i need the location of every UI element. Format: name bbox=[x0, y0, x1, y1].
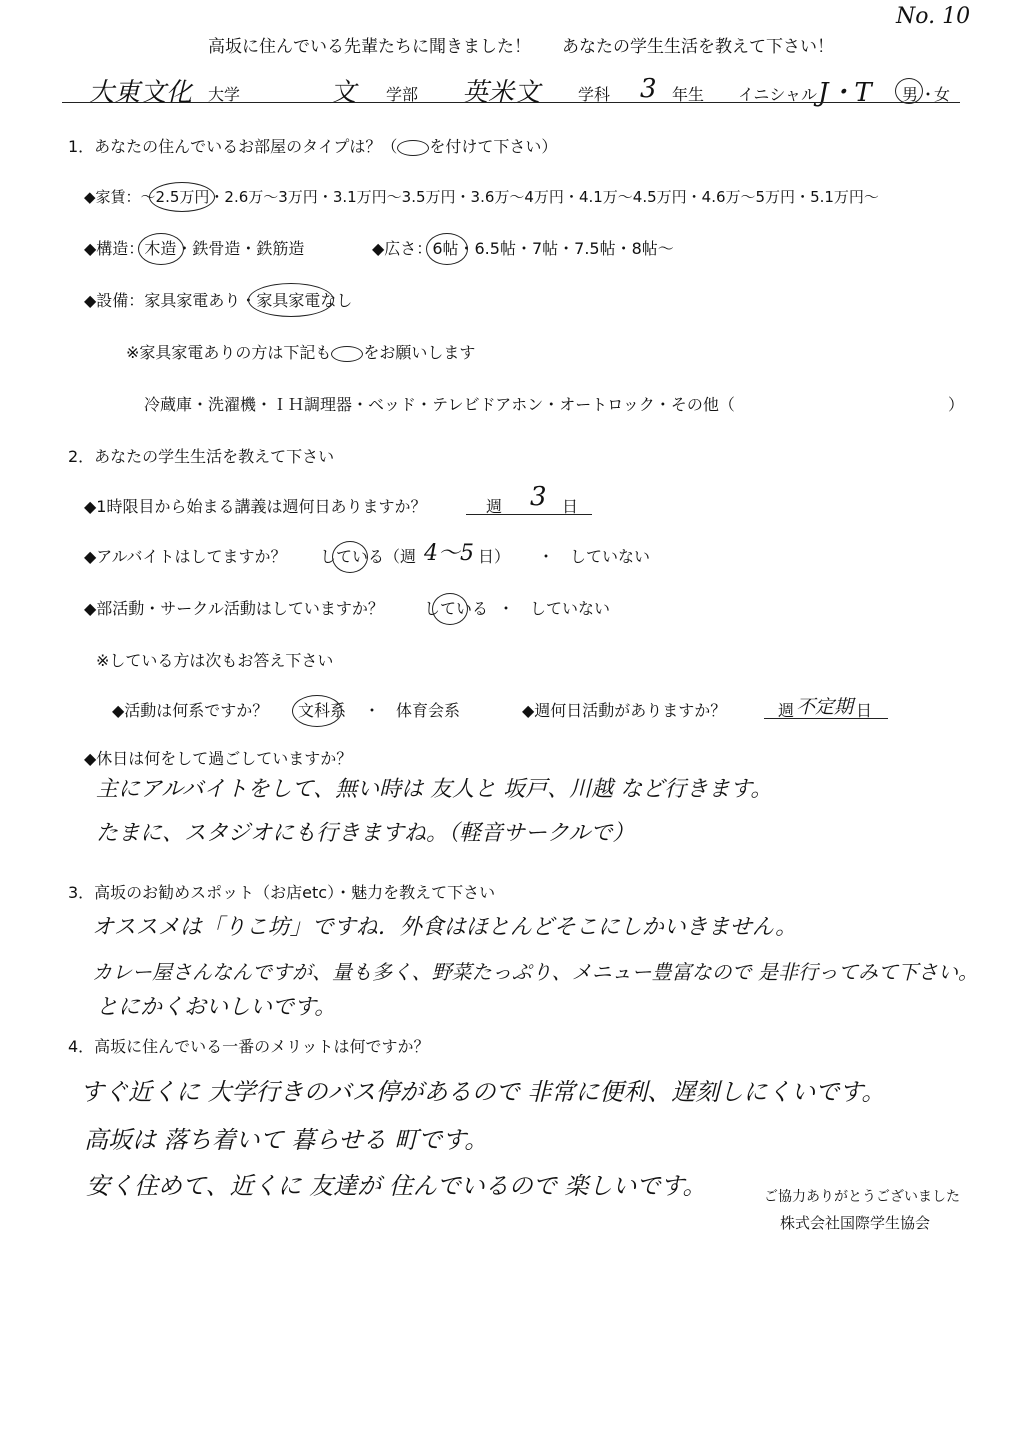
gender-male: 男 bbox=[902, 85, 919, 104]
equipment-row bbox=[84, 288, 352, 311]
club-question: ◆部活動・サークル活動はしていますか？ bbox=[84, 599, 384, 618]
q4-answer-line3: 安く住めて、近くに 友達が 住んでいるので 楽しいです。 bbox=[86, 1172, 707, 1200]
size-option: ・7帖 bbox=[515, 239, 559, 258]
university-value: 大東文化 bbox=[88, 78, 193, 108]
equipment-separator: ・ bbox=[240, 291, 257, 310]
size-option-selected: 6帖 bbox=[432, 239, 458, 258]
parttime-no: ・ していない bbox=[538, 547, 651, 566]
parttime-selected-circle bbox=[332, 541, 368, 573]
equipment-option-tail: なし bbox=[320, 291, 353, 310]
oval-mark-icon bbox=[331, 346, 363, 362]
first-period-question: ◆1時限目から始まる講義は週何日ありますか？ bbox=[84, 497, 427, 516]
holiday-question: ◆休日は何をして過ごしていますか？ bbox=[84, 749, 353, 768]
rent-option-selected: ～2.5万円 bbox=[141, 188, 210, 206]
q3-answer-line2: カレー屋さんなんですが、量も多く、野菜たっぷり、メニュー豊富なので 是非行ってみて下さい。 bbox=[92, 960, 978, 984]
university-label: 大学 bbox=[208, 85, 241, 104]
footer-thanks: ご協力ありがとうございました bbox=[764, 1189, 960, 1205]
faculty-label: 学部 bbox=[386, 85, 419, 104]
appliance-note-suffix: をお願いします bbox=[363, 343, 476, 362]
oval-mark-icon bbox=[397, 140, 429, 156]
initial-value: J・T bbox=[818, 78, 872, 108]
initial-label: イニシャル bbox=[738, 85, 818, 104]
q1-heading-tail: を付けて下さい） bbox=[429, 137, 558, 156]
q3-answer-line1: オススメは「りこ坊」ですね．外食はほとんどそこにしかいきません。 bbox=[92, 915, 798, 940]
club-type-selected: 文科系 bbox=[298, 701, 346, 720]
club-type-a bbox=[298, 698, 346, 721]
structure-label: ◆構造： bbox=[84, 239, 145, 258]
rent-label: ◆家賃： bbox=[84, 188, 141, 206]
structure-option: ・鉄筋造 bbox=[240, 239, 305, 258]
year-label: 年生 bbox=[672, 85, 705, 104]
form-number: No. 10 bbox=[896, 4, 971, 29]
rent-row bbox=[84, 186, 879, 207]
year-value: 3 bbox=[640, 74, 657, 104]
club-type-selected-circle bbox=[292, 695, 342, 727]
club-days-underline bbox=[764, 718, 888, 719]
club-yes-selected: している bbox=[424, 599, 488, 618]
equipment-option-selected: 家具家電 bbox=[256, 291, 320, 310]
gender-female: 女 bbox=[934, 85, 951, 104]
footer-company: 株式会社国際学生協会 bbox=[780, 1214, 931, 1232]
rent-option: ・3.1万円～3.5万円 bbox=[317, 188, 456, 206]
club-yes bbox=[424, 596, 488, 619]
parttime-yes bbox=[320, 544, 416, 567]
q3-answer-line3: とにかくおいしいです。 bbox=[96, 995, 337, 1020]
club-no: ・ していない bbox=[498, 599, 611, 618]
first-period-prefix: 週 bbox=[486, 497, 503, 516]
appliance-note bbox=[126, 340, 475, 363]
first-period-suffix: 日 bbox=[562, 497, 579, 516]
holiday-answer-line1: 主にアルバイトをして、無い時は 友人と 坂戸、川越 など行きます。 bbox=[96, 777, 773, 802]
q4-answer-line2: 高坂は 落ち着いて 暮らせる 町です。 bbox=[84, 1126, 489, 1154]
club-days-suffix: 日 bbox=[856, 701, 873, 720]
q2-heading: 2．あなたの学生生活を教えて下さい bbox=[68, 447, 335, 466]
gender-separator: ・ bbox=[920, 85, 937, 104]
club-days-prefix: 週 bbox=[778, 701, 795, 720]
size-selected-circle bbox=[426, 233, 468, 265]
rent-option: ・3.6万～4万円 bbox=[455, 188, 564, 206]
parttime-close: 日） bbox=[478, 547, 511, 566]
structure-row bbox=[84, 236, 304, 259]
q3-heading: 3．高坂のお勧めスポット（お店etc）・魅力を教えて下さい bbox=[68, 883, 496, 902]
q4-heading: 4．高坂に住んでいる一番のメリットは何ですか？ bbox=[68, 1037, 430, 1056]
equipment-selected-circle bbox=[248, 283, 334, 317]
first-period-underline bbox=[466, 514, 592, 515]
parttime-question: ◆アルバイトはしてますか？ bbox=[84, 547, 287, 566]
structure-option: ・鉄骨造 bbox=[176, 239, 241, 258]
department-value: 英米文 bbox=[462, 78, 541, 108]
rent-selected-circle bbox=[149, 182, 215, 212]
club-selected-circle bbox=[432, 593, 468, 625]
department-label: 学科 bbox=[578, 85, 611, 104]
faculty-value: 文 bbox=[330, 78, 357, 108]
header-title-left: 高坂に住んでいる先輩たちに聞きました！ bbox=[208, 37, 531, 57]
size-option: ・6.5帖 bbox=[458, 239, 516, 258]
size-option: ・8帖～ bbox=[615, 239, 674, 258]
appliance-note-prefix: ※家具家電ありの方は下記も bbox=[126, 343, 332, 362]
rent-option: ・2.6万～3万円 bbox=[209, 188, 318, 206]
structure-selected-circle bbox=[138, 233, 184, 265]
equipment-option: 家具家電あり bbox=[144, 291, 241, 310]
club-note: ※している方は次もお答え下さい bbox=[96, 651, 334, 670]
parttime-value: 4～5 bbox=[424, 541, 474, 566]
size-option: ・7.5帖 bbox=[558, 239, 616, 258]
parttime-yes-selected: している（週 bbox=[320, 547, 416, 566]
club-days-value: 不定期 bbox=[796, 696, 854, 718]
club-type-question: ◆活動は何系ですか？ bbox=[112, 701, 269, 720]
structure-option-selected: 木造 bbox=[144, 239, 176, 258]
header-title-right: あなたの学生生活を教えて下さい！ bbox=[562, 37, 834, 57]
q1-heading bbox=[68, 134, 557, 157]
q1-heading-text: 1．あなたの住んでいるお部屋のタイプは？（ bbox=[68, 137, 398, 156]
q4-answer-line1: すぐ近くに 大学行きのバス停があるので 非常に便利、遅刻しにくいです。 bbox=[80, 1078, 886, 1106]
profile-underline bbox=[62, 102, 960, 103]
rent-option: ・4.1万～4.5万円 bbox=[563, 188, 687, 206]
appliance-list: 冷蔵庫・洗濯機・ＩＨ調理器・ベッド・テレビドアホン・オートロック・その他（ bbox=[144, 395, 735, 414]
holiday-answer-line2: たまに、スタジオにも行きますね。（軽音サークルで） bbox=[96, 821, 635, 846]
size-label: ◆広さ： bbox=[372, 239, 433, 258]
gender-selected-circle bbox=[895, 78, 923, 104]
rent-option: ・5.1万円～ bbox=[795, 188, 879, 206]
equipment-label: ◆設備： bbox=[84, 291, 145, 310]
size-row bbox=[372, 236, 674, 259]
club-type-b: ・ 体育会系 bbox=[364, 701, 461, 720]
appliance-list-close: ） bbox=[948, 395, 965, 414]
club-days-question: ◆週何日活動がありますか？ bbox=[522, 701, 727, 720]
rent-option: ・4.6万～5万円 bbox=[686, 188, 796, 206]
first-period-value: 3 bbox=[530, 482, 547, 512]
